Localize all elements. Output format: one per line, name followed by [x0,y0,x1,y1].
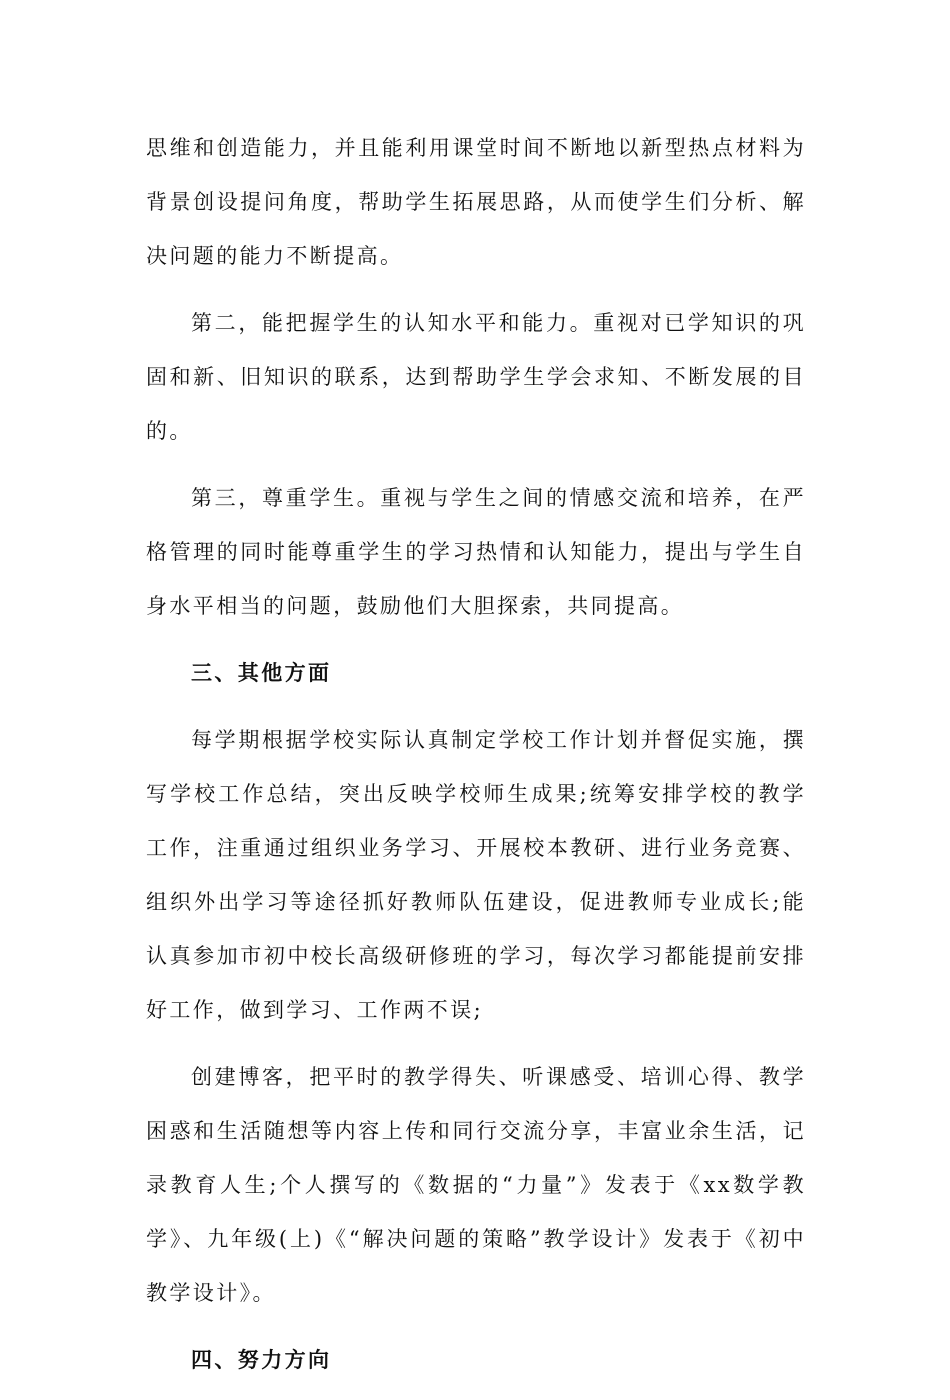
paragraph-work-plan: 每学期根据学校实际认真制定学校工作计划并督促实施，撰写学校工作总结，突出反映学校师生成果;统筹安排学校的教学工作，注重通过组织业务学习、开展校本教研、进行业务竞赛、组织外出学习等途径抓好教师队伍建设，促进教师专业成长;能认真参加市初中校长高级研修班的学习，每次学习都能提前安排好工作，做到学习、工作两不误; [146,728,806,1022]
section-heading-other-aspects: 三、其他方面 [191,661,332,685]
paragraph-blog: 创建博客，把平时的教学得失、听课感受、培训心得、教学困惑和生活随想等内容上传和同行交流分享，丰富业余生活，记录教育人生;个人撰写的《数据的“力量”》发表于《xx数学教学》、九年级(上)《“解决问题的策略”教学设计》发表于《初中教学设计》。 [146,1065,806,1305]
document-body [146,121,806,1400]
section-heading-direction: 四、努力方向 [191,1348,332,1372]
paragraph-continuation: 思维和创造能力，并且能利用课堂时间不断地以新型热点材料为背景创设提问角度，帮助学生拓展思路，从而使学生们分析、解决问题的能力不断提高。 [146,136,806,268]
paragraph-point-three: 第三，尊重学生。重视与学生之间的情感交流和培养，在严格管理的同时能尊重学生的学习热情和认知能力，提出与学生自身水平相当的问题，鼓励他们大胆探索，共同提高。 [146,486,806,618]
paragraph-point-two: 第二，能把握学生的认知水平和能力。重视对已学知识的巩固和新、旧知识的联系，达到帮助学生学会求知、不断发展的目的。 [146,311,806,443]
